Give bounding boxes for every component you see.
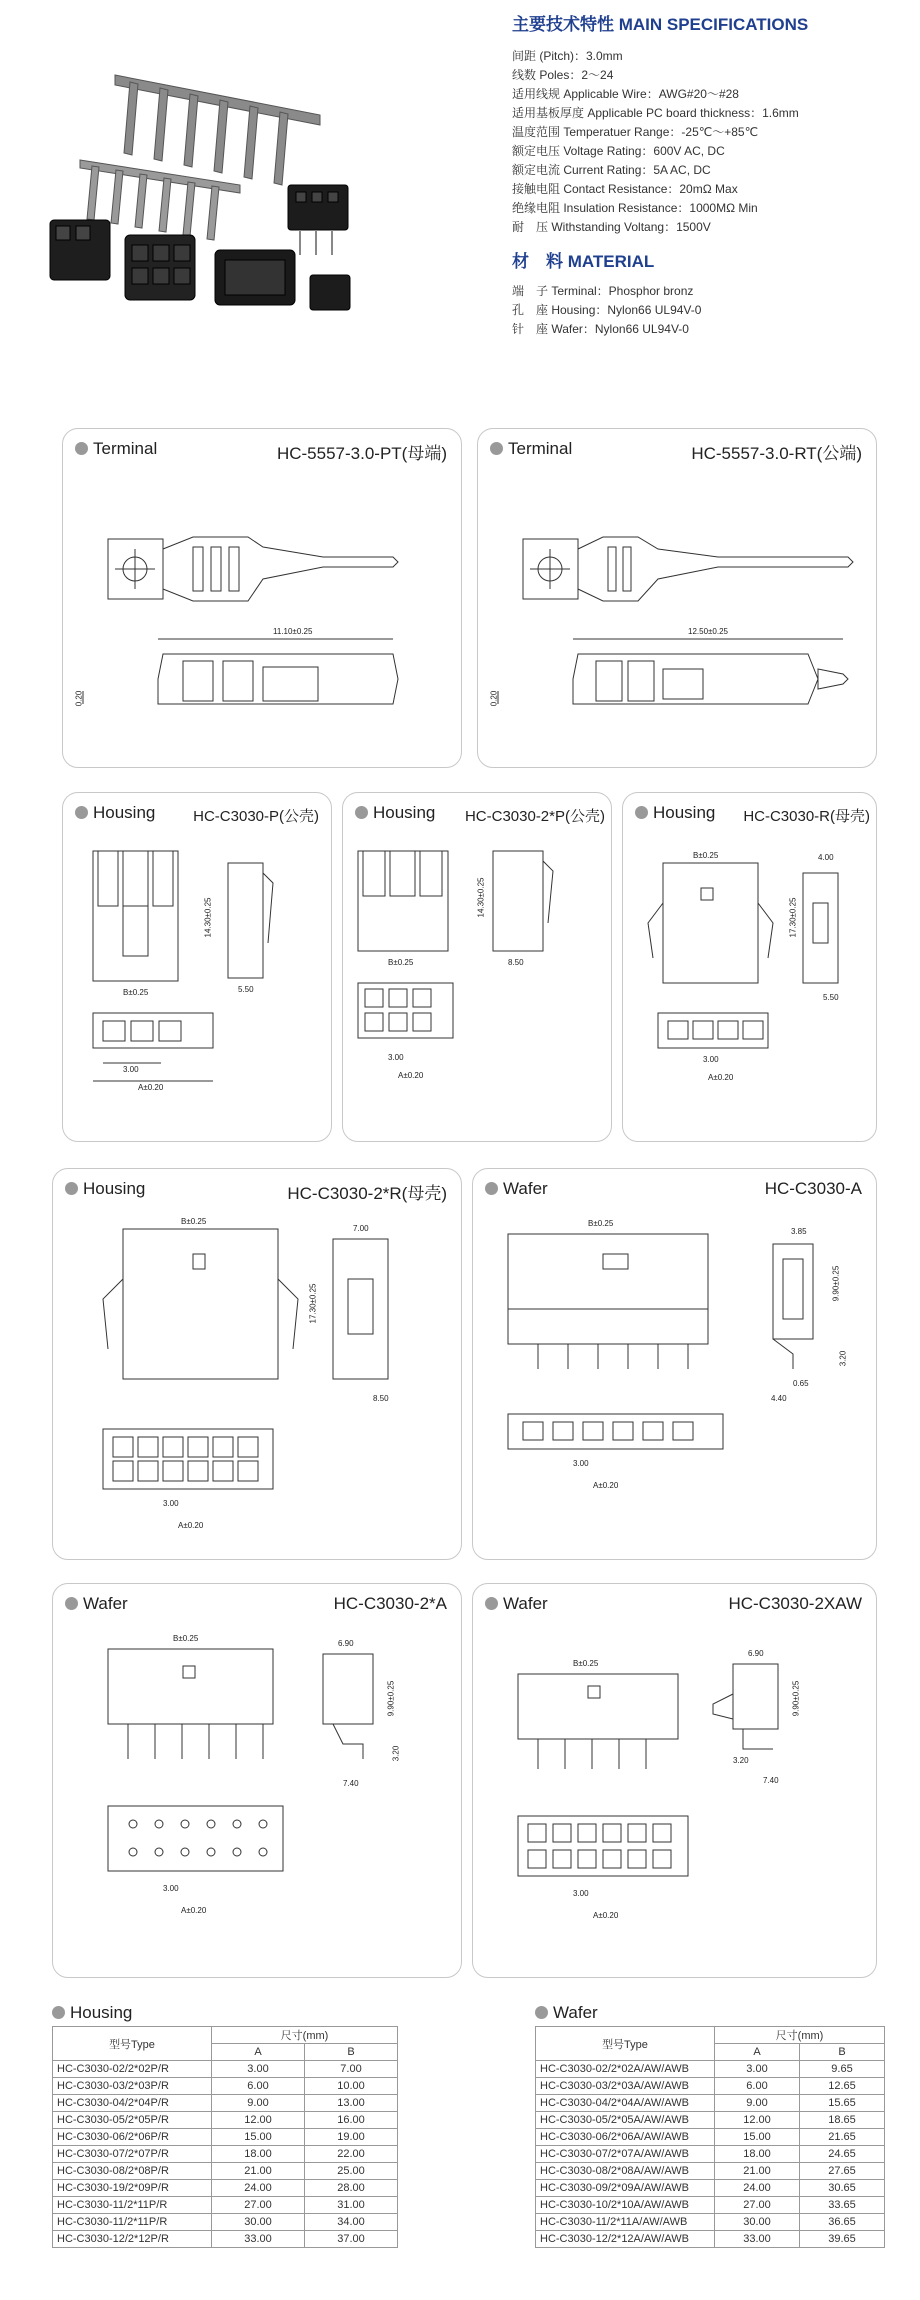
card-housing-p (62, 792, 332, 1142)
table-row (53, 2078, 398, 2095)
housing-table (52, 2026, 398, 2248)
cell-a: 9.00 (715, 2095, 800, 2112)
small-housing (310, 275, 350, 310)
cell-b: 21.65 (800, 2129, 885, 2146)
material-title: 材 料 MATERIAL (512, 252, 655, 271)
table-row (536, 2180, 885, 2197)
table-row (53, 2112, 398, 2129)
table-row (536, 2129, 885, 2146)
card-title (75, 803, 155, 823)
bullet-icon (65, 1597, 78, 1610)
bullet-icon (75, 442, 88, 455)
housing-r-drawing (623, 793, 877, 1142)
table-row (53, 2231, 398, 2248)
terminal-rt-drawing (478, 429, 877, 768)
cell-a: 27.00 (212, 2197, 305, 2214)
dim-d: 7.40 (343, 1779, 359, 1788)
dim-a: A±0.20 (708, 1073, 734, 1082)
cell-b: 7.00 (305, 2061, 398, 2078)
dim-d: 4.40 (771, 1394, 787, 1403)
bullet-icon (535, 2006, 548, 2019)
table-header-row (536, 2027, 885, 2044)
specs-title: 主要技术特性 MAIN SPECIFICATIONS (512, 15, 809, 34)
header-b: B (305, 2044, 398, 2061)
cell-a: 30.00 (715, 2214, 800, 2231)
dim-h: 14.30±0.25 (203, 897, 213, 938)
dim-d: 8.50 (508, 958, 524, 967)
dim-l: 3.20 (733, 1756, 749, 1765)
cell-a: 6.00 (212, 2078, 305, 2095)
housing-table-title (52, 2003, 132, 2023)
card-housing-2r (52, 1168, 462, 1560)
dim-h: 17.30±0.25 (788, 897, 798, 938)
card-title (635, 803, 715, 823)
table-row (536, 2078, 885, 2095)
card-model: HC-C3030-R(母壳) (743, 808, 870, 825)
wafer-table-title-text: Wafer (553, 2003, 598, 2022)
cell-a: 27.00 (715, 2197, 800, 2214)
wafer-table-title (535, 2003, 598, 2023)
cell-type: HC-C3030-11/2*11A/AW/AWB (536, 2214, 715, 2231)
cell-a: 9.00 (212, 2095, 305, 2112)
bullet-icon (65, 1182, 78, 1195)
cell-type: HC-C3030-02/2*02A/AW/AWB (536, 2061, 715, 2078)
card-model: HC-C3030-2XAW (728, 1594, 862, 1613)
spec-line: 绝缘电阻 Insulation Resistance：1000MΩ Min (512, 201, 758, 215)
dim-l: 3.20 (838, 1350, 848, 1367)
dim-h: 14.30±0.25 (476, 877, 486, 918)
dim-h: 9.90±0.25 (831, 1265, 841, 1302)
dim-b: B±0.25 (173, 1634, 199, 1643)
cell-type: HC-C3030-12/2*12P/R (53, 2231, 212, 2248)
table-row (53, 2163, 398, 2180)
card-title-text: Housing (653, 803, 716, 822)
cell-b: 15.65 (800, 2095, 885, 2112)
cell-a: 3.00 (212, 2061, 305, 2078)
cell-a: 33.00 (715, 2231, 800, 2248)
cell-type: HC-C3030-06/2*06P/R (53, 2129, 212, 2146)
cell-type: HC-C3030-11/2*11P/R (53, 2214, 212, 2231)
bullet-icon (485, 1597, 498, 1610)
card-title-text: Wafer (503, 1594, 548, 1613)
dim-l: 3.20 (391, 1745, 401, 1762)
dim-b: B±0.25 (388, 958, 414, 967)
cell-b: 30.65 (800, 2180, 885, 2197)
dim-length: 11.10±0.25 (273, 627, 313, 636)
dim-a: A±0.20 (593, 1911, 619, 1920)
wafer-a-drawing (473, 1169, 877, 1560)
bullet-icon (75, 806, 88, 819)
terminal-strip-top (115, 75, 320, 185)
cell-a: 12.00 (715, 2112, 800, 2129)
bullet-icon (635, 806, 648, 819)
cell-type: HC-C3030-06/2*06A/AW/AWB (536, 2129, 715, 2146)
dim-pitch: 3.00 (703, 1055, 719, 1064)
card-title-text: Housing (373, 803, 436, 822)
card-title-text: Terminal (508, 439, 573, 458)
housing-table-body (53, 2061, 398, 2248)
dim-b: B±0.25 (573, 1659, 599, 1668)
header-a: A (715, 2044, 800, 2061)
dim-pitch: 3.00 (388, 1053, 404, 1062)
cell-b: 19.00 (305, 2129, 398, 2146)
card-title-text: Wafer (503, 1179, 548, 1198)
card-model: HC-C3030-A (764, 1179, 862, 1198)
table-row (53, 2180, 398, 2197)
cell-b: 9.65 (800, 2061, 885, 2078)
dim-d: 8.50 (373, 1394, 389, 1403)
cell-b: 34.00 (305, 2214, 398, 2231)
cell-type: HC-C3030-07/2*07A/AW/AWB (536, 2146, 715, 2163)
table-row (536, 2214, 885, 2231)
dim-pitch: 3.00 (573, 1459, 589, 1468)
card-title-text: Terminal (93, 439, 158, 458)
header-type: 型号Type (53, 2027, 212, 2061)
table-row (536, 2112, 885, 2129)
bullet-icon (490, 442, 503, 455)
spec-line: 间距 (Pitch)：3.0mm (512, 49, 623, 63)
dim-length: 12.50±0.25 (688, 627, 728, 636)
dim-thickness: 0.20 (489, 690, 499, 707)
wafer-table (535, 2026, 885, 2248)
cell-b: 12.65 (800, 2078, 885, 2095)
housing-black-3 (215, 250, 295, 305)
cell-type: HC-C3030-03/2*03A/AW/AWB (536, 2078, 715, 2095)
card-housing-2p (342, 792, 612, 1142)
header-size: 尺寸(mm) (715, 2027, 885, 2044)
card-title-text: Housing (83, 1179, 146, 1198)
dim-a: A±0.20 (593, 1481, 619, 1490)
header-a: A (212, 2044, 305, 2061)
material-line: 端 子 Terminal：Phosphor bronz (512, 284, 694, 298)
card-title (490, 439, 572, 459)
cell-type: HC-C3030-09/2*09A/AW/AWB (536, 2180, 715, 2197)
dim-w: 6.90 (748, 1649, 764, 1658)
dim-w: 3.85 (791, 1227, 807, 1236)
table-row (536, 2163, 885, 2180)
spec-line: 接触电阻 Contact Resistance：20mΩ Max (512, 182, 738, 196)
card-terminal-rt (477, 428, 877, 768)
spec-line: 适用线规 Applicable Wire：AWG#20～#28 (512, 87, 739, 101)
spec-line: 线数 Poles：2～24 (512, 68, 614, 82)
spec-line: 适用基板厚度 Applicable PC board thickness：1.6mm (512, 106, 799, 120)
cell-b: 22.00 (305, 2146, 398, 2163)
cell-a: 18.00 (212, 2146, 305, 2163)
cell-a: 18.00 (715, 2146, 800, 2163)
table-row (536, 2231, 885, 2248)
cell-a: 15.00 (715, 2129, 800, 2146)
dim-b: B±0.25 (181, 1217, 207, 1226)
card-housing-r (622, 792, 877, 1142)
dim-a: A±0.20 (138, 1083, 164, 1092)
spec-line: 温度范围 Temperatuer Range：-25℃～+85℃ (512, 125, 759, 139)
cell-type: HC-C3030-19/2*09P/R (53, 2180, 212, 2197)
card-title-text: Housing (93, 803, 156, 822)
product-photo (20, 20, 500, 320)
cell-b: 33.65 (800, 2197, 885, 2214)
spec-line: 额定电流 Current Rating：5A AC, DC (512, 163, 711, 177)
card-model: HC-C3030-P(公壳) (193, 808, 319, 825)
cell-type: HC-C3030-05/2*05P/R (53, 2112, 212, 2129)
housing-p-drawing (63, 793, 332, 1142)
specs-list (512, 47, 808, 237)
cell-b: 31.00 (305, 2197, 398, 2214)
dim-h: 9.90±0.25 (386, 1680, 396, 1717)
wafer-table-body (536, 2061, 885, 2248)
header-size: 尺寸(mm) (212, 2027, 398, 2044)
dim-d: 7.40 (763, 1776, 779, 1785)
table-row (536, 2061, 885, 2078)
dim-w: 7.00 (353, 1224, 369, 1233)
material-list (512, 282, 808, 339)
cell-type: HC-C3030-11/2*11P/R (53, 2197, 212, 2214)
cell-a: 12.00 (212, 2112, 305, 2129)
dim-s: 0.65 (793, 1379, 809, 1388)
card-title (355, 803, 435, 823)
card-model: HC-C3030-2*A (333, 1594, 447, 1613)
cell-a: 33.00 (212, 2231, 305, 2248)
cell-b: 25.00 (305, 2163, 398, 2180)
cell-type: HC-C3030-12/2*12A/AW/AWB (536, 2231, 715, 2248)
card-model: HC-C3030-2*R(母壳) (287, 1184, 447, 1203)
table-row (53, 2214, 398, 2231)
table-row (53, 2129, 398, 2146)
dim-w: 4.00 (818, 853, 834, 862)
dim-b: B±0.25 (588, 1219, 614, 1228)
header-type: 型号Type (536, 2027, 715, 2061)
table-row (53, 2095, 398, 2112)
dim-pitch: 3.00 (573, 1889, 589, 1898)
cell-type: HC-C3030-07/2*07P/R (53, 2146, 212, 2163)
cell-a: 6.00 (715, 2078, 800, 2095)
dim-d: 5.50 (238, 985, 254, 994)
specs-block (512, 10, 808, 339)
card-title (485, 1179, 548, 1199)
header-b: B (800, 2044, 885, 2061)
cell-b: 37.00 (305, 2231, 398, 2248)
cell-type: HC-C3030-08/2*08A/AW/AWB (536, 2163, 715, 2180)
terminal-pt-drawing (63, 429, 462, 768)
card-wafer-2a (52, 1583, 462, 1978)
spec-line: 额定电压 Voltage Rating：600V AC, DC (512, 144, 725, 158)
table-header-row (53, 2027, 398, 2044)
cell-a: 30.00 (212, 2214, 305, 2231)
card-title (485, 1594, 548, 1614)
card-title (75, 439, 157, 459)
cell-b: 36.65 (800, 2214, 885, 2231)
cell-type: HC-C3030-04/2*04A/AW/AWB (536, 2095, 715, 2112)
cell-b: 28.00 (305, 2180, 398, 2197)
card-terminal-pt (62, 428, 462, 768)
housing-2p-drawing (343, 793, 612, 1142)
material-line: 孔 座 Housing：Nylon66 UL94V-0 (512, 303, 702, 317)
card-title (65, 1594, 128, 1614)
dim-pitch: 3.00 (163, 1884, 179, 1893)
cell-type: HC-C3030-05/2*05A/AW/AWB (536, 2112, 715, 2129)
housing-black-1 (50, 220, 110, 280)
card-title-text: Wafer (83, 1594, 128, 1613)
cell-a: 24.00 (715, 2180, 800, 2197)
dim-w: 6.90 (338, 1639, 354, 1648)
cell-b: 39.65 (800, 2231, 885, 2248)
housing-2r-drawing (53, 1169, 462, 1560)
cell-a: 21.00 (212, 2163, 305, 2180)
dim-a: A±0.20 (398, 1071, 424, 1080)
card-wafer-a (472, 1168, 877, 1560)
cell-b: 16.00 (305, 2112, 398, 2129)
cell-a: 24.00 (212, 2180, 305, 2197)
cell-a: 15.00 (212, 2129, 305, 2146)
dim-pitch: 3.00 (163, 1499, 179, 1508)
table-row (53, 2146, 398, 2163)
dim-h: 17.30±0.25 (308, 1283, 318, 1324)
housing-black-2 (125, 235, 195, 300)
wafer-2xaw-drawing (473, 1584, 877, 1978)
cell-a: 3.00 (715, 2061, 800, 2078)
dim-a: A±0.20 (178, 1521, 204, 1530)
cell-b: 18.65 (800, 2112, 885, 2129)
card-title (65, 1179, 145, 1199)
cell-a: 21.00 (715, 2163, 800, 2180)
cell-b: 13.00 (305, 2095, 398, 2112)
bullet-icon (485, 1182, 498, 1195)
dim-h: 9.90±0.25 (791, 1680, 801, 1717)
card-model: HC-5557-3.0-RT(公端) (691, 444, 862, 463)
dim-thickness: 0.20 (74, 690, 84, 707)
table-row (53, 2061, 398, 2078)
cell-type: HC-C3030-10/2*10A/AW/AWB (536, 2197, 715, 2214)
cell-b: 10.00 (305, 2078, 398, 2095)
dim-b: B±0.25 (123, 988, 149, 997)
card-wafer-2xaw (472, 1583, 877, 1978)
dim-a: A±0.20 (181, 1906, 207, 1915)
bullet-icon (355, 806, 368, 819)
cell-b: 27.65 (800, 2163, 885, 2180)
cell-type: HC-C3030-02/2*02P/R (53, 2061, 212, 2078)
table-row (536, 2146, 885, 2163)
material-line: 针 座 Wafer：Nylon66 UL94V-0 (512, 322, 689, 336)
dim-b: B±0.25 (693, 851, 719, 860)
table-row (536, 2095, 885, 2112)
dim-pitch: 3.00 (123, 1065, 139, 1074)
cell-type: HC-C3030-04/2*04P/R (53, 2095, 212, 2112)
card-model: HC-5557-3.0-PT(母端) (276, 444, 447, 463)
card-model: HC-C3030-2*P(公壳) (464, 808, 605, 825)
table-row (536, 2197, 885, 2214)
table-row (53, 2197, 398, 2214)
cell-type: HC-C3030-08/2*08P/R (53, 2163, 212, 2180)
cell-b: 24.65 (800, 2146, 885, 2163)
dim-d: 5.50 (823, 993, 839, 1002)
housing-table-title-text: Housing (70, 2003, 133, 2022)
wafer-2a-drawing (53, 1584, 462, 1978)
wafer-black (288, 185, 348, 255)
spec-line: 耐 压 Withstanding Voltang：1500V (512, 220, 711, 234)
cell-type: HC-C3030-03/2*03P/R (53, 2078, 212, 2095)
bullet-icon (52, 2006, 65, 2019)
